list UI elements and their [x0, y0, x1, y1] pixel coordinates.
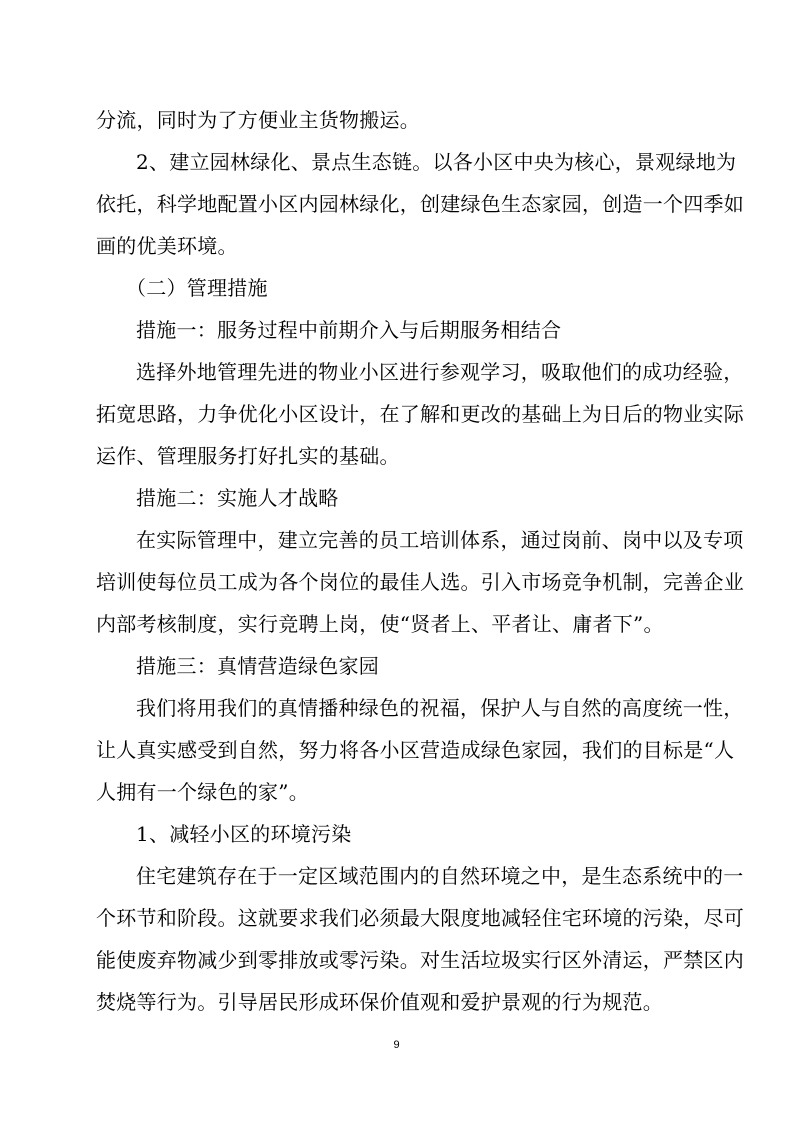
subsection-heading: 1、减轻小区的环境污染 [136, 822, 352, 846]
text-line: 依托，科学地配置小区内园林绿化，创建绿色生态家园，创造一个四季如 [96, 192, 744, 216]
text-line: 运作、管理服务打好扎实的基础。 [96, 444, 400, 468]
text-line: 在实际管理中，建立完善的员工培训体系，通过岗前、岗中以及专项 [136, 528, 744, 552]
text-line: 能使废弃物减少到零排放或零污染。对生活垃圾实行区外清运，严禁区内 [96, 948, 744, 972]
text-line: 分流，同时为了方便业主货物搬运。 [96, 108, 420, 132]
section-heading: （二）管理措施 [126, 276, 268, 300]
page-number: 9 [393, 1039, 400, 1051]
text-line: 让人真实感受到自然，努力将各小区营造成绿色家园，我们的目标是“人 [96, 738, 735, 762]
text-line: 选择外地管理先进的物业小区进行参观学习，吸取他们的成功经验， [136, 360, 744, 384]
measure-heading: 措施三：真情营造绿色家园 [136, 654, 379, 678]
text-line: 人拥有一个绿色的家”。 [96, 780, 309, 804]
text-line: 培训使每位员工成为各个岗位的最佳人选。引入市场竞争机制，完善企业 [96, 570, 744, 594]
text-line: 住宅建筑存在于一定区域范围内的自然环境之中，是生态系统中的一 [136, 864, 744, 888]
measure-heading: 措施二：实施人才战略 [136, 486, 339, 510]
text-line: 拓宽思路，力争优化小区设计，在了解和更改的基础上为日后的物业实际 [96, 402, 744, 426]
text-line: 画的优美环境。 [96, 234, 238, 258]
text-line: 2、建立园林绿化、景点生态链。以各小区中央为核心，景观绿地为 [136, 150, 737, 174]
text-line: 内部考核制度，实行竞聘上岗，使“贤者上、平者让、庸者下”。 [96, 612, 664, 636]
text-line: 我们将用我们的真情播种绿色的祝福，保护人与自然的高度统一性， [136, 696, 744, 720]
text-line: 焚烧等行为。引导居民形成环保价值观和爱护景观的行为规范。 [96, 990, 663, 1014]
measure-heading: 措施一：服务过程中前期介入与后期服务相结合 [136, 318, 562, 342]
text-line: 个环节和阶段。这就要求我们必须最大限度地减轻住宅环境的污染，尽可 [96, 906, 744, 930]
